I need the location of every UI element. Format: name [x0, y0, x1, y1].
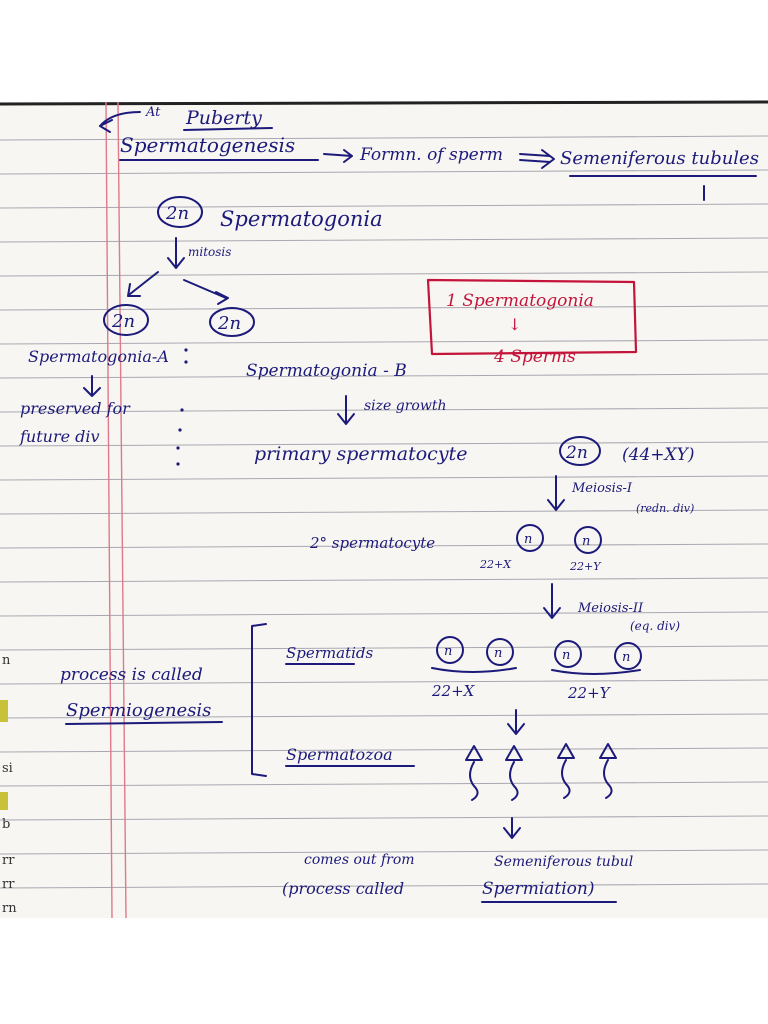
edge-text-1: n — [2, 653, 11, 668]
spermiogenesis-underline — [66, 722, 222, 724]
spermatogenesis-heading: Spermatogenesis — [120, 133, 296, 157]
spermatids-label: Spermatids — [286, 644, 374, 662]
bracket — [252, 624, 266, 776]
spermatogonia-ploidy: 2n — [166, 203, 190, 224]
margin-lines — [106, 102, 126, 918]
spermatogonia-b-label: Spermatogonia - B — [246, 361, 407, 381]
spermatid-n-4: n — [622, 650, 631, 665]
size-growth-label: size growth — [364, 398, 447, 414]
box-line-1: 1 Spermatogonia — [446, 291, 594, 311]
sperm-icon — [600, 744, 616, 798]
process-called-text: process is called — [60, 665, 203, 685]
preserved-text: preserved for — [20, 399, 130, 418]
redn-div-label: (redn. div) — [636, 502, 695, 515]
box-line-2: 4 Sperms — [494, 347, 576, 367]
spermatogonia-label: Spermatogonia — [220, 207, 383, 231]
arrow-down-right-icon — [184, 280, 228, 304]
secondary-y-label: 22+Y — [570, 560, 601, 573]
secondary-spermatocyte-label: 2° spermatocyte — [310, 534, 436, 552]
process-called-2-text: (process called — [282, 879, 405, 898]
edge-highlight-1 — [0, 700, 8, 722]
location-text: Semeniferous tubules — [560, 148, 759, 169]
top-edge — [0, 102, 768, 104]
spermiation-label: Spermiation) — [482, 879, 595, 899]
haploid-n-1: n — [524, 532, 533, 547]
comes-out-text: comes out from — [304, 852, 415, 868]
edge-text-4: rr — [2, 853, 15, 868]
meiosis-2-label: Meiosis-II — [578, 601, 644, 616]
arrow-down-icon — [508, 710, 524, 734]
spermatid-n-1: n — [444, 644, 453, 659]
arrow-right-icon — [324, 150, 352, 162]
left-ploidy: 2n — [112, 311, 136, 332]
secondary-x-label: 22+X — [480, 558, 512, 571]
arrow-down-icon — [168, 238, 184, 268]
spermatids-x-label: 22+X — [432, 682, 475, 700]
spermiogenesis-label: Spermiogenesis — [66, 700, 212, 721]
primary-chromosomes: (44+XY) — [622, 445, 695, 465]
sperm-icons — [466, 744, 616, 800]
eq-div-label: (eq. div) — [630, 619, 681, 633]
brace-y — [552, 670, 640, 674]
spermatids-y-label: 22+Y — [568, 684, 610, 702]
brace-x — [432, 668, 516, 672]
formation-text: Formn. of sperm — [360, 145, 503, 165]
sperm-icon — [558, 744, 574, 798]
spermatid-n-2: n — [494, 646, 503, 661]
sperm-icon — [506, 746, 522, 800]
arrow-down-icon — [548, 476, 564, 510]
sperm-icon — [466, 746, 482, 800]
arrow-down-icon — [504, 818, 520, 838]
edge-highlight-2 — [0, 792, 8, 810]
box-arrow: ↓ — [508, 315, 522, 334]
primary-spermatocyte-label: primary spermatocyte — [254, 443, 468, 465]
meiosis-1-label: Meiosis-I — [572, 481, 633, 496]
edge-text-2: si — [2, 761, 13, 776]
double-arrow-icon — [520, 150, 554, 168]
edge-text-5: rr — [2, 877, 15, 892]
edge-text-6: rn — [2, 901, 17, 916]
haploid-n-2: n — [582, 534, 591, 549]
spermatid-n-3: n — [562, 648, 571, 663]
mitosis-label: mitosis — [188, 245, 232, 259]
arrow-down-icon — [84, 376, 100, 396]
summary-box — [428, 280, 636, 367]
spermatozoa-label: Spermatozoa — [286, 745, 393, 764]
spermatogonia-a-label: Spermatogonia-A — [28, 347, 169, 366]
dotted-separator — [176, 348, 187, 465]
edge-text-3: b — [2, 817, 11, 832]
puberty-heading: Puberty — [186, 107, 262, 129]
future-div-text: future div — [20, 427, 100, 446]
primary-ploidy: 2n — [566, 443, 588, 463]
at-label: At — [146, 105, 161, 120]
right-ploidy: 2n — [218, 313, 242, 334]
semeniferous-tubule-text: Semeniferous tubul — [494, 854, 634, 870]
